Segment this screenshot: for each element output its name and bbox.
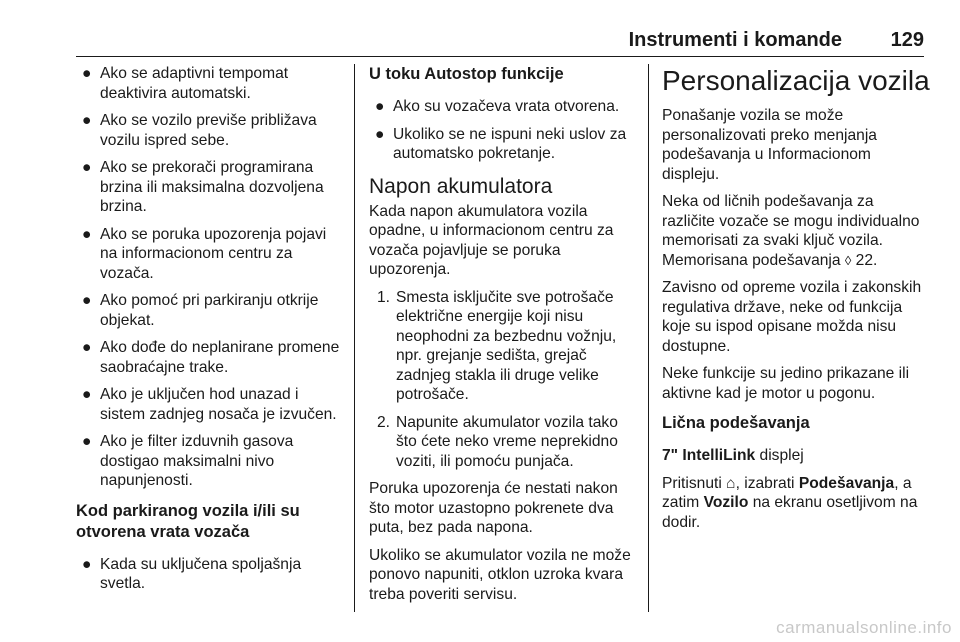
list-item <box>76 158 342 217</box>
bullet-icon: ● <box>82 112 92 129</box>
settings-term: Podešavanja <box>798 474 895 492</box>
device-line <box>662 446 930 466</box>
bullet-icon: ● <box>82 225 92 243</box>
instr-text: , izabrati <box>735 474 799 492</box>
battery-para-2: Ukoliko se akumulator vozila ne može ponovo napuniti, otklon uzroka kvara treba poveriti servisu. <box>369 546 631 603</box>
column-1 <box>76 64 342 602</box>
list-item-text: Ako se prekorači programirana brzina ili maksimalna dozvoljena brzina. <box>100 159 324 215</box>
personalization-para-4: Neke funkcije su jedino prikazane ili aktivne kad je motor u pogonu. <box>662 365 910 402</box>
bullet-icon: ● <box>82 339 92 356</box>
personalization-title: Personalizacija vozila <box>662 65 930 96</box>
instr-text: , a zatim <box>662 474 912 511</box>
bullet-list-a <box>76 64 342 491</box>
list-item-text: Ako pomoć pri parkiranju otkrije objekat. <box>100 292 319 329</box>
vehicle-term: Vozilo <box>703 494 749 511</box>
personalization-para-3: Zavisno od opreme vozila i zakonskih regulativa države, neke od funkcija koje su ispod opisane možda nisu dostupne. <box>662 279 922 355</box>
bullet-icon: ● <box>375 125 385 143</box>
device-name: 7" IntelliLink <box>662 447 756 464</box>
personalization-para-2 <box>662 192 930 270</box>
list-item <box>76 555 342 594</box>
list-item <box>76 291 342 330</box>
watermark: carmanualsonline.info <box>776 618 952 637</box>
list-item-text: Kada su uključena spoljašnja svetla. <box>100 555 302 592</box>
list-item-text: Ako je filter izduvnih gasova dostigao maksimalni nivo napunjenosti. <box>100 433 294 489</box>
bullet-icon: ● <box>82 65 92 82</box>
autostop-list <box>369 97 639 164</box>
step-number: 2. <box>377 413 391 431</box>
bullet-icon: ● <box>375 98 385 115</box>
home-icon: ⌂ <box>726 474 736 492</box>
instruction-para <box>662 474 930 533</box>
personal-settings-heading: Lična podešavanja <box>662 414 810 432</box>
list-item <box>76 111 342 150</box>
step-item <box>369 288 639 405</box>
bullet-list-b <box>76 555 342 594</box>
battery-steps <box>369 288 639 472</box>
bullet-icon: ● <box>82 555 92 573</box>
page-header <box>0 0 960 60</box>
column-3 <box>662 64 930 540</box>
step-text: Smesta isključite sve potrošače električne energije koji nisu neophodni za bezbednu vožnju, npr. grejanje sedišta, grejač zadnjeg stakla ili druge velike potrošače. <box>396 288 617 403</box>
list-item <box>76 385 342 424</box>
list-item-text: Ukoliko se ne ispuni neki uslov za automatsko pokretanje. <box>393 125 627 162</box>
list-item-text: Ako se vozilo previše približava vozilu ispred sebe. <box>100 112 317 149</box>
list-item <box>76 64 342 103</box>
bullet-icon: ● <box>82 433 92 450</box>
autostop-heading: U toku Autostop funkcije <box>369 65 564 83</box>
battery-intro: Kada napon akumulatora vozila opadne, u informacionom centru za vozača pojavljuje se poruka upozorenja. <box>369 202 614 278</box>
parked-heading: Kod parkiranog vozila i/ili su otvorena vrata vozača <box>76 501 300 541</box>
step-text: Napunite akumulator vozila tako što ćete neko vreme neprekidno voziti, ili pomoću punjača. <box>396 413 618 470</box>
battery-para-1: Poruka upozorenja će nestati nakon što motor uzastopno pokrenete dva puta, bez pada napona. <box>369 480 618 536</box>
bullet-icon: ● <box>82 386 92 403</box>
list-item-text: Ako se adaptivni tempomat deaktivira automatski. <box>100 65 289 102</box>
personalization-para-1: Ponašanje vozila se može personalizovati preko menjanja podešavanja u Informacionom displeju. <box>662 107 877 183</box>
instr-text: Pritisnuti <box>662 474 727 492</box>
para-text: Neka od ličnih podešavanja za različite vozače se mogu individualno memorisati za svaki ključ vozila. Memorisana podešavanja <box>662 193 920 269</box>
device-suffix: displej <box>755 447 804 464</box>
column-2 <box>369 64 639 612</box>
bullet-icon: ● <box>82 292 92 309</box>
column-divider-1 <box>354 64 355 612</box>
instr-text: na ekranu osetljivom na dodir. <box>662 494 918 531</box>
list-item-text: Ako se poruka upozorenja pojavi na informacionom centru za vozača. <box>100 225 327 282</box>
step-item <box>369 413 639 472</box>
list-item <box>369 125 639 164</box>
page-reference[interactable]: 22. <box>851 251 878 269</box>
list-item-text: Ako su vozačeva vrata otvorena. <box>393 98 620 115</box>
page-reference-icon: ◊ <box>844 252 852 268</box>
list-item <box>76 225 342 284</box>
page-number: 129 <box>890 29 924 51</box>
list-item <box>76 338 342 377</box>
header-rule <box>76 56 924 57</box>
list-item <box>369 97 639 117</box>
list-item-text: Ako je uključen hod unazad i sistem zadnjeg nosača je izvučen. <box>100 386 337 423</box>
list-item <box>76 432 342 491</box>
list-item-text: Ako dođe do neplanirane promene saobraćajne trake. <box>100 339 340 376</box>
battery-heading: Napon akumulatora <box>369 174 553 198</box>
section-title: Instrumenti i komande <box>628 29 842 51</box>
step-number: 1. <box>377 288 391 306</box>
bullet-icon: ● <box>82 159 92 176</box>
column-divider-2 <box>648 64 649 612</box>
